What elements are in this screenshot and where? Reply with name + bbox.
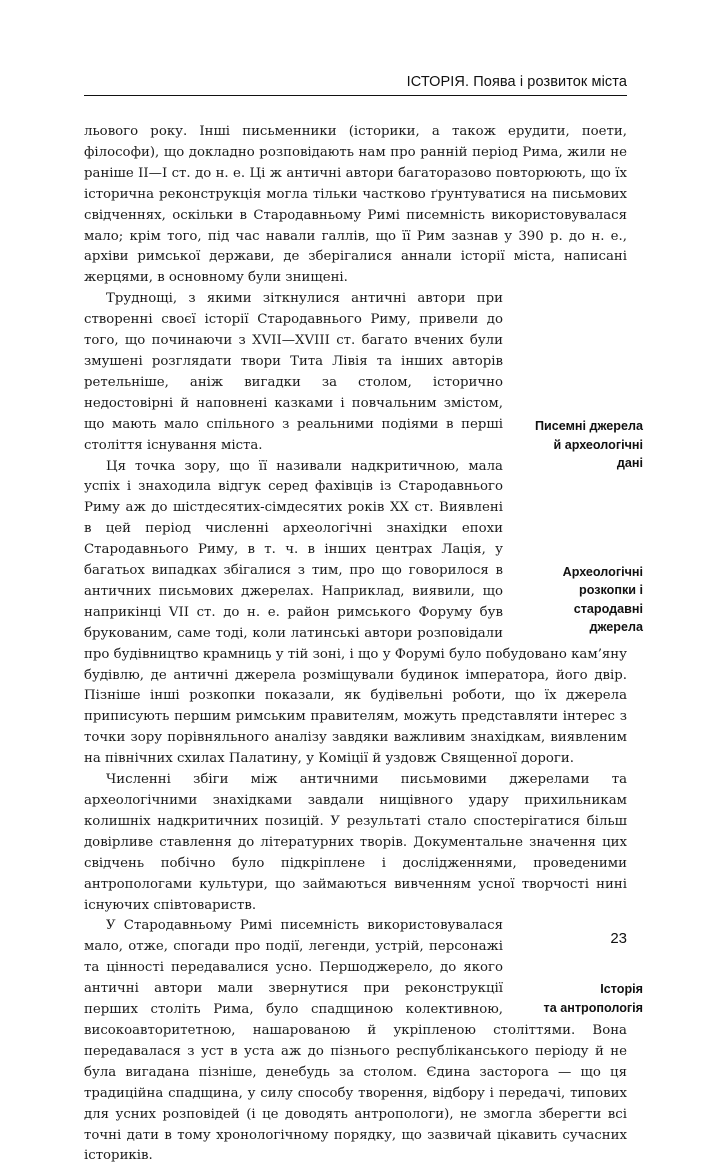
side-note-written-sources (511, 417, 643, 473)
paragraph-3: Ця точка зору, що її називали надкритичною, мала успіх і знаходила відгук серед фахівців із Стародавнього Риму аж до шістдесятих-сімдесятих років XX ст. Виявлені в цей період численні археологічні знахідки епохи Стародавнього Риму, в т. ч. в інших центрах Лація, у багатьох випадках збігалися з тим, про що говорилося в античних письмових джерелах. Наприклад, виявили, що наприкінці VII ст. до н. е. район римського Форуму був брукованим, саме тоді, коли латинські автори розповідали про будівництво крамниць у тій зоні, і що у Форумі було побудовано кам’яну будівлю, де античні джерела розміщували будинок імператора, його двір. Пізніше інші розкопки показали, як будівельні роботи, що їх джерела приписують першим римським правителям, можуть представляти інтерес з точки зору порівняльного аналізу завдяки важливим знахідкам, виявленим на північних схилах Палатину, у Комiції й уздовж Священної дороги. (84, 458, 627, 767)
side-note-line: джерела (589, 620, 643, 635)
paragraph-2: Труднощі, з якими зіткнулися античні автори при створенні своєї історії Стародавнього Риму, привели до того, що починаючи з XVII—XVIII ст. багато вчених були змушені розглядати твори Тита Лівія та інших авторів ретельніше, аніж вигадки за столом, історично недостовірні й наповнені казками і повчальним змістом, що мають мало спільного з реальними подіями в перші століття існування міста. (84, 291, 503, 453)
paragraph-5: У Стародавньому Римі писемність використовувалася мало, отже, спогади про події, легенди, устрій, персонажі та цінності передавалися усно. Першоджерело, до якого античні автори мали звернутися при реконструкції перших століть Рима, було спадщиною колективною, високоавторитетною, нашарованою й укріпленою століттями. Вона передавалася з уст в уста аж до пізнього республіканського періоду й не була вигадана пізніше, денебудь за столом. Єдина засторога — що ця традиційна спадщина, у силу способу творення, відбору і передачі, типових для усних розповідей (і це доводять антропологи), не змогла зберегти всі точні дати в тому хронологічному порядку, що зазвичай цікавить сучасних істориків. (84, 918, 627, 1164)
paragraph-1: льового року. Інші письменники (історики, а також ерудити, поети, філософи), що докладно розповідають нам про ранній період Рима, жили не раніше II—I ст. до н. е. Ці ж античні автори багаторазово повторюють, що їх історична реконструкція могла тільки частково ґрунтуватися на письмових свідченнях, оскільки в Стародавньому Римі писемність використовувалася мало; крім того, під час навали галлів, що її Рим зазнав у 390 р. до н. е., архіви римської держави, де зберігалися аннали історії міста, написані жерцями, в основному були знищені. (84, 124, 627, 286)
side-note-line: дані (616, 456, 643, 471)
side-note-line: Писемні джерела (534, 419, 643, 434)
side-note-line: Історія (600, 982, 643, 997)
side-note-line: Археологічні (562, 564, 643, 579)
side-note-line: й археологічні (553, 437, 643, 452)
body-text (84, 122, 643, 1167)
side-note-line: розкопки і стародавні (573, 583, 643, 616)
paragraph-4: Численні збіги між античними письмовими джерелами та археологічними знахідками завдали нищівного удару прихильникам колишніх надкритичних позицій. У результаті стало спостерігатися більш довірливе ставлення до літературних творів. Документальне значення цих свідчень побічно було підкріплене і дослідженнями, проведеними антропологами культури, що займаються вивченням усної творчості нині існуючих співтовариств. (84, 772, 627, 913)
side-note-excavations (511, 563, 643, 637)
side-note-line: та антропологія (543, 1000, 643, 1015)
running-title: ІСТОРІЯ. Поява і розвиток міста (406, 74, 627, 90)
side-note-anthropology (511, 980, 643, 1017)
header-rule (84, 95, 627, 96)
page-number: 23 (610, 930, 627, 947)
